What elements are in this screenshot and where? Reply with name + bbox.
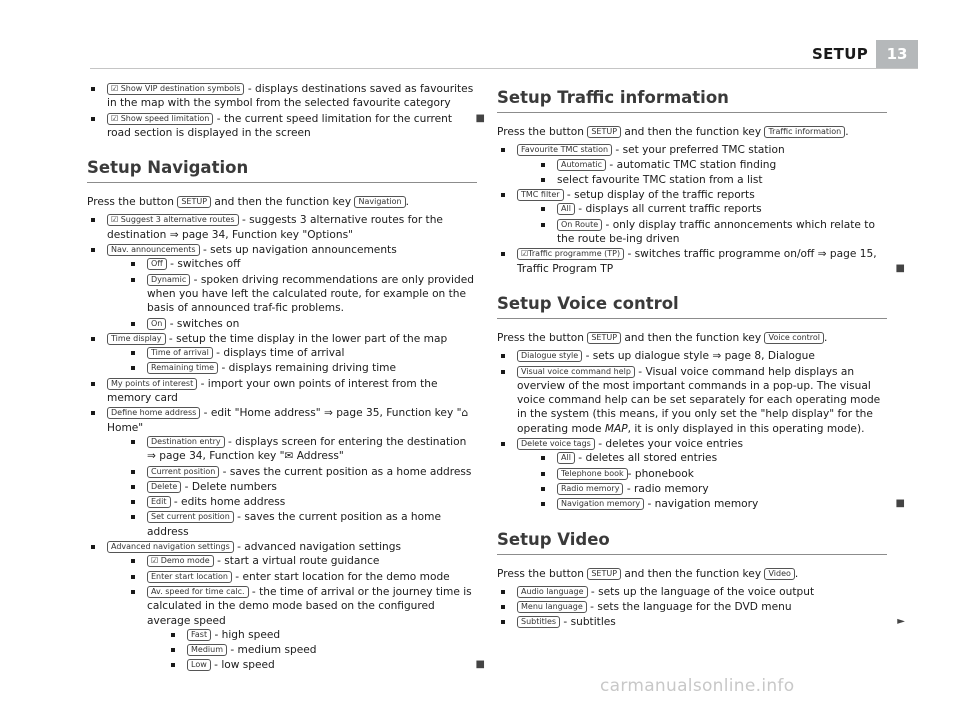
list-item: Audio language - sets up the language of the voice output (497, 585, 887, 599)
header-rule (90, 68, 918, 69)
page-number: 13 (876, 40, 918, 68)
list-item: On Route - only display traffic annoncements which relate to the route be-ing driven (537, 218, 887, 247)
list-item: On - switches on (127, 317, 477, 331)
page-header (812, 40, 918, 68)
list-item: TMC filter - setup display of the traffic reports All - displays all current traffic reports On Route - only display traffic annoncements which relate to the route be-ing driven (497, 188, 887, 246)
watermark: carmanualsonline.info (600, 676, 795, 696)
list-item: All - displays all current traffic reports (537, 202, 887, 216)
intro-text: Press the button SETUP and then the function key Video . (497, 567, 799, 580)
end-mark-icon: ■ (475, 659, 485, 671)
list-item: Current position - saves the current position as a home address (127, 465, 477, 479)
list-item: Menu language - sets the language for the DVD menu (497, 600, 887, 614)
list-item: Subtitles - subtitles ► (497, 615, 887, 629)
function-key: ☑ Show VIP destination symbols (107, 83, 244, 95)
list-item: Define home address - edit "Home address" ⇒ page 35, Function key "⌂ Home" Destination entry - displays screen for entering the destination ⇒ page 34, Function key "✉ Address" Current position - saves the current position as a home address Delete - Delete numbers Edit - edits home address Set current position - saves the current position as a home address (87, 406, 477, 539)
heading-setup-voice: Setup Voice control (497, 294, 887, 319)
list-item: Off - switches off (127, 257, 477, 271)
list-item: Medium - medium speed (167, 643, 477, 657)
list-item: ☑ Show VIP destination symbols - displays destinations saved as favourites in the map with the symbol from the selected favourite category (87, 82, 477, 111)
continue-arrow-icon: ► (897, 616, 905, 628)
intro-text: Press the button SETUP and then the function key Voice control . (497, 331, 828, 344)
setup-key: SETUP (177, 196, 211, 208)
list-item: All - deletes all stored entries (537, 451, 887, 465)
list-item: Automatic - automatic TMC station finding (537, 158, 887, 172)
end-mark-icon: ■ (475, 112, 485, 124)
intro-text: Press the button SETUP and then the function key Traffic information . (497, 126, 849, 138)
end-mark-icon: ■ (895, 498, 905, 510)
list-item: ☑ Show speed limitation - the current speed limitation for the current road section is displayed in the screen ■ (87, 112, 477, 141)
list-item: Radio memory - radio memory (537, 482, 887, 496)
list-item: Remaining time - displays remaining driving time (127, 361, 477, 375)
heading-setup-video: Setup Video (497, 530, 887, 555)
list-item: Time of arrival - displays time of arrival (127, 346, 477, 360)
list-item: ☑ Demo mode - start a virtual route guidance (127, 554, 477, 568)
intro-text: Press the button SETUP and then the function key Navigation . (87, 196, 409, 209)
list-item: Dynamic - spoken driving recommendations are only provided when you have left the calculated route, for example on the basis of announced traf-fic problems. (127, 273, 477, 316)
end-mark-icon: ■ (895, 262, 905, 274)
function-key: ☑ Show speed limitation (107, 113, 213, 125)
list-item: Nav. announcements - sets up navigation announcements Off - switches off Dynamic - spoken driving recommendations are only provided when you have left the calculated route, for example on the basis of announced traf-fic problems. On - switches on (87, 243, 477, 331)
list-item: Delete voice tags - deletes your voice entries All - deletes all stored entries Telephone book - phonebook Radio memory - radio memory Navigation memory - navigation memory ■ (497, 437, 887, 511)
list-item: Dialogue style - sets up dialogue style ⇒ page 8, Dialogue (497, 349, 887, 363)
navigation-key: Navigation (354, 196, 405, 208)
list-item: Delete - Delete numbers (127, 480, 477, 494)
list-item: Av. speed for time calc. - the time of arrival or the journey time is calculated in the demo mode based on the configured average speed Fast - high speed Medium - medium speed Low - low speed ■ (127, 585, 477, 673)
list-item: Enter start location - enter start location for the demo mode (127, 570, 477, 584)
list-item: Destination entry - displays screen for entering the destination ⇒ page 34, Function key "✉ Address" (127, 435, 477, 464)
heading-setup-traffic: Setup Traffic information (497, 88, 887, 113)
left-column (87, 82, 485, 674)
list-item: Telephone book - phonebook (537, 467, 887, 481)
list-item: Fast - high speed (167, 628, 477, 642)
list-item: Edit - edits home address (127, 495, 477, 509)
right-column (497, 82, 905, 631)
section-title: SETUP (812, 45, 868, 63)
list-item: ☑Traffic programme (TP) - switches traffic programme on/off ⇒ page 15, Traffic Program TP ■ (497, 247, 887, 276)
list-item: Navigation memory - navigation memory ■ (537, 497, 887, 511)
list-item: My points of interest - import your own points of interest from the memory card (87, 377, 477, 406)
list-item: select favourite TMC station from a list (537, 173, 887, 187)
list-item: Advanced navigation settings - advanced navigation settings ☑ Demo mode - start a virtual route guidance Enter start location - enter start location for the demo mode Av. speed for time calc. - the time of arrival or the journey time is calculated in the demo mode based on the configured average speed Fast - high speed Medium - medium speed Low - low speed ■ (87, 540, 477, 673)
list-item: ☑ Suggest 3 alternative routes - suggests 3 alternative routes for the destination ⇒ page 34, Function key "Options" (87, 213, 477, 242)
list-item: Visual voice command help - Visual voice command help displays an overview of the most important commands in a pop-up. The visual voice command help can be set separately for each operating mode in the system (this means, if you only set the "help display" for the operating mode MAP, it is only displayed in this operating mode). (497, 365, 887, 436)
list-item: Favourite TMC station - set your preferred TMC station Automatic - automatic TMC station finding select favourite TMC station from a list (497, 143, 887, 187)
heading-setup-navigation: Setup Navigation (87, 158, 477, 183)
list-item: Low - low speed ■ (167, 658, 477, 672)
list-item: Time display - setup the time display in the lower part of the map Time of arrival - displays time of arrival Remaining time - displays remaining driving time (87, 332, 477, 376)
list-item: Set current position - saves the current position as a home address (127, 510, 477, 539)
